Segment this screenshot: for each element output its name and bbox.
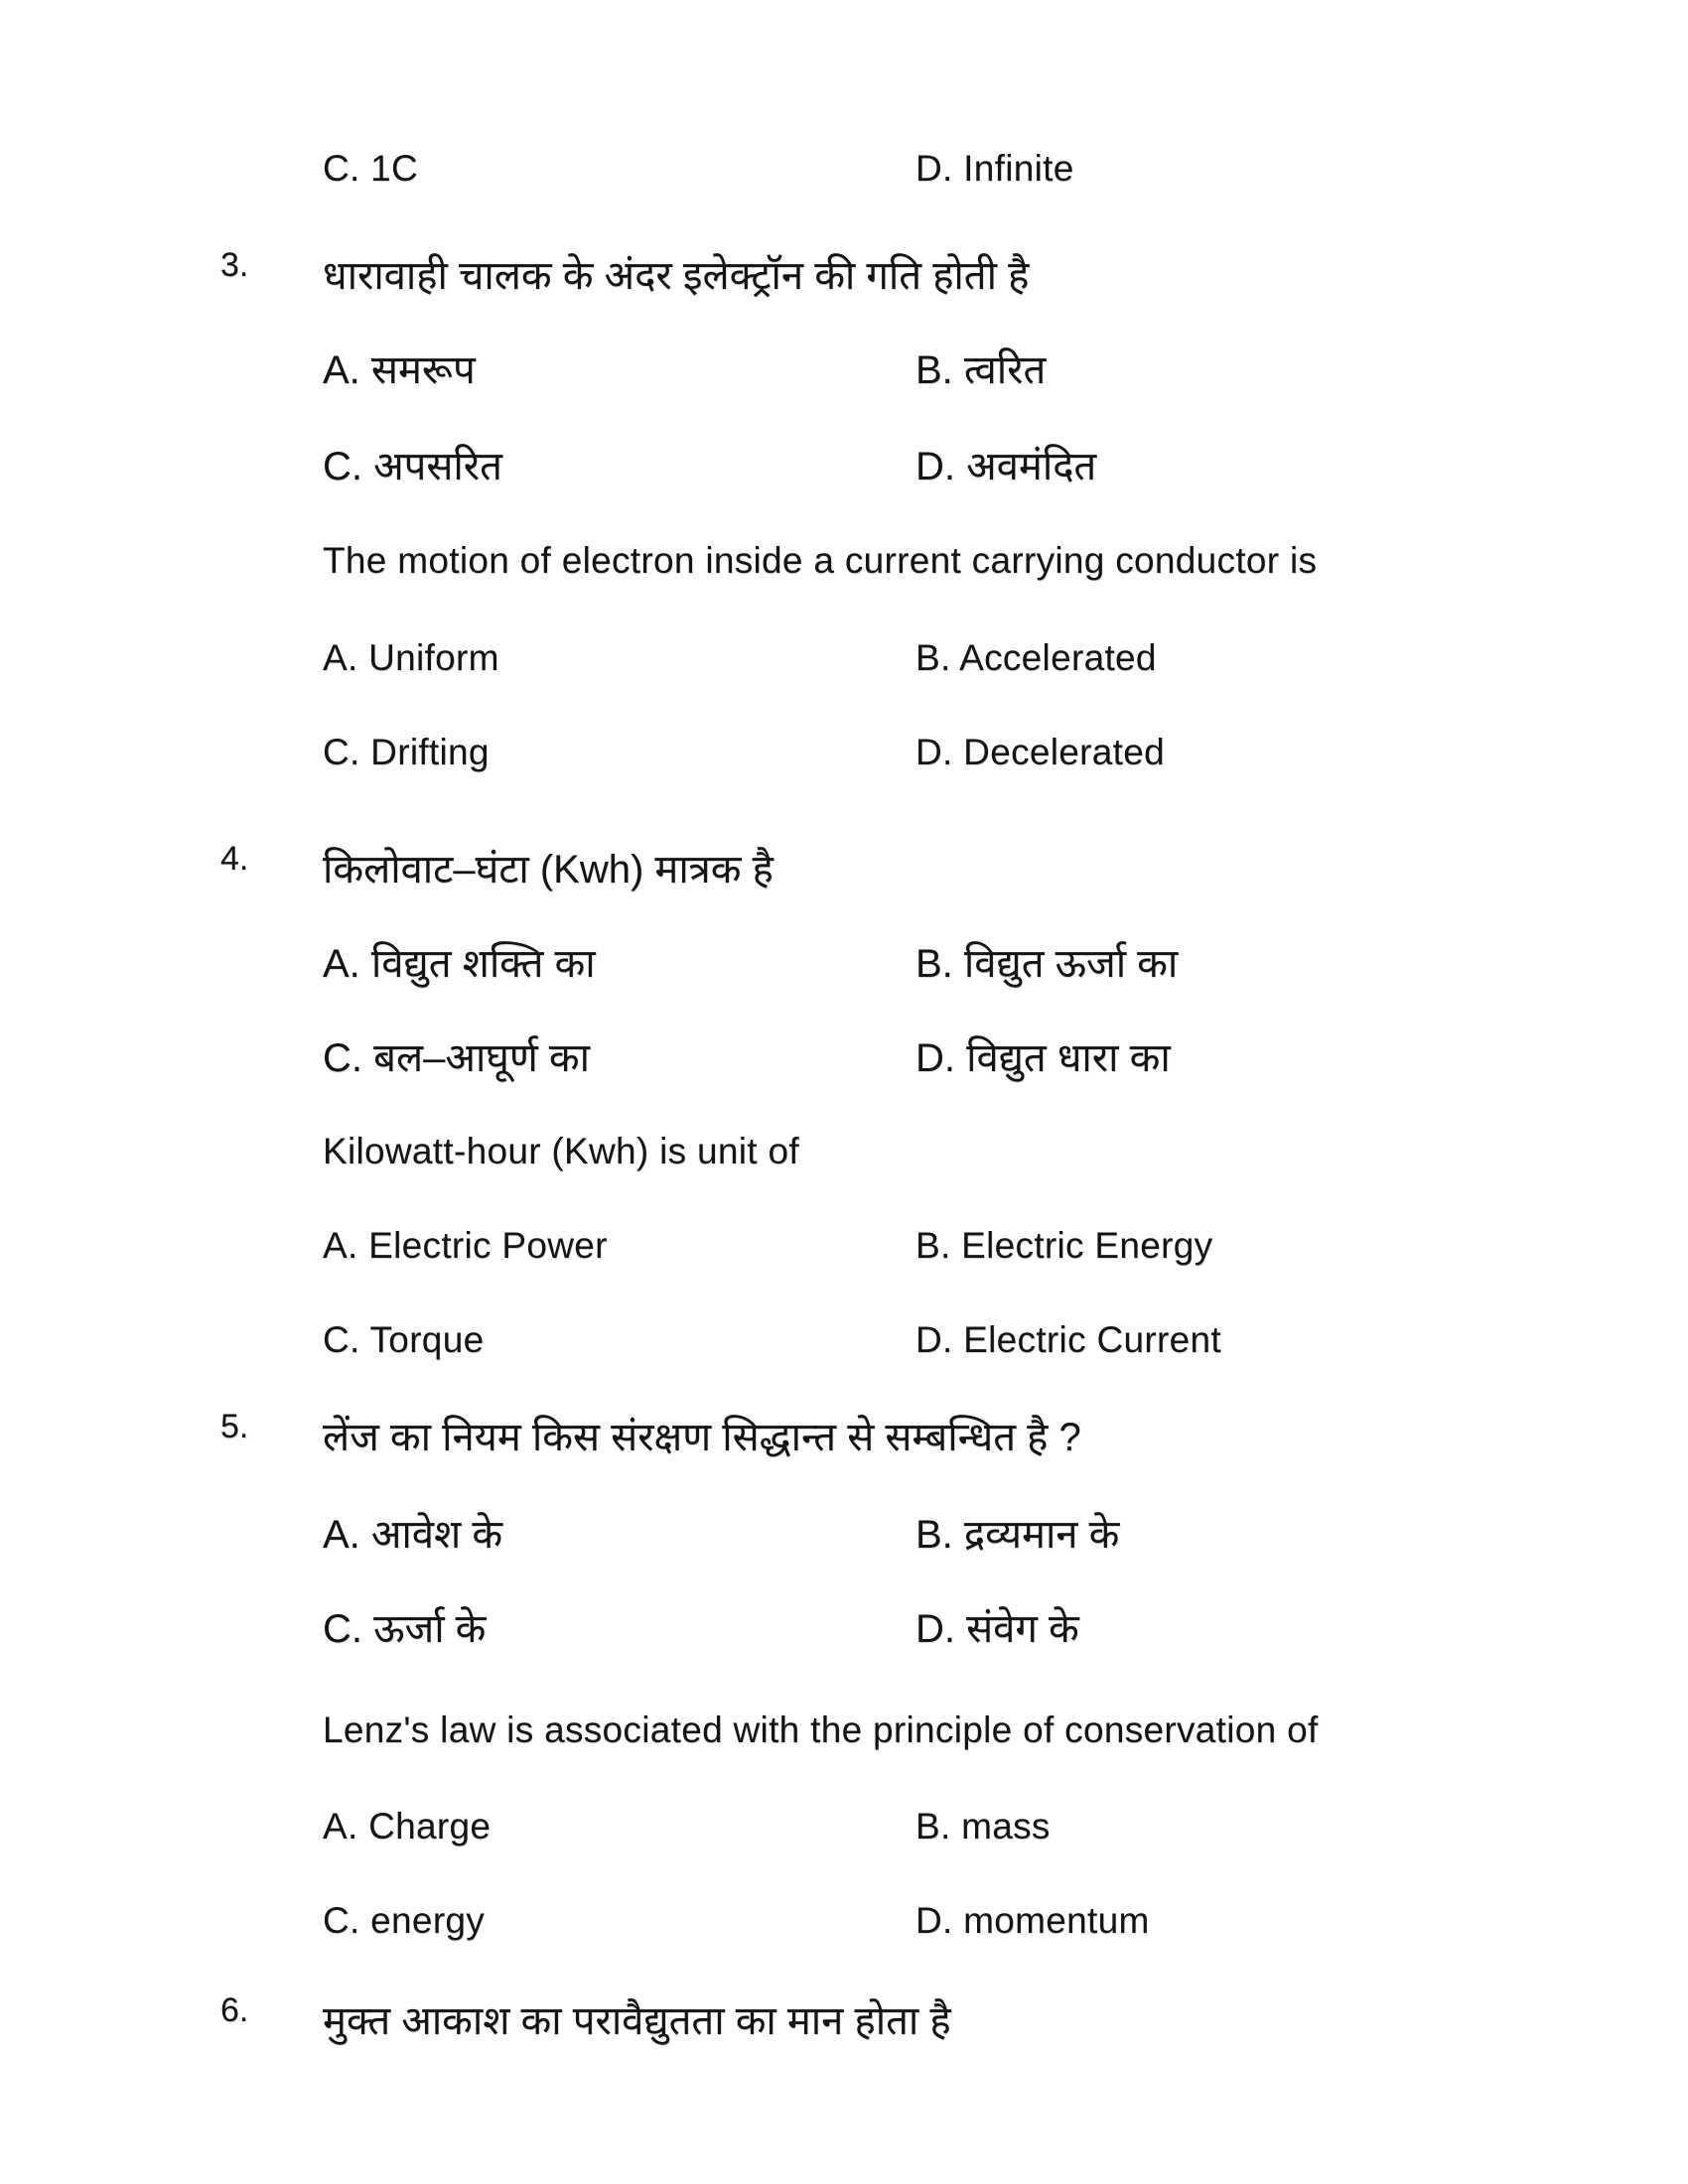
prev-question-options-row [0, 148, 1688, 217]
question-4-number: 4. [220, 840, 249, 878]
option-a-english: A. Uniform [323, 637, 499, 678]
question-3-hindi-row [0, 246, 1688, 316]
option-b-hindi: B. द्रव्यमान के [915, 1513, 1120, 1557]
option-a-hindi: A. समरूप [323, 348, 476, 392]
option-b-hindi: B. त्वरित [915, 348, 1047, 392]
question-3-hindi-options-ab [0, 341, 1688, 410]
question-3-text-english: The motion of electron inside a current carrying conductor is [323, 540, 1318, 581]
question-4-text-hindi: किलोवाट–घंटा (Kwh) मात्रक है [323, 848, 774, 891]
prev-option-d: D. Infinite [915, 148, 1074, 189]
question-4-english-options-cd [0, 1319, 1688, 1389]
question-4-hindi-options-ab [0, 934, 1688, 1004]
option-c-english: C. Drifting [323, 732, 490, 772]
question-5-number: 5. [220, 1408, 249, 1445]
question-5-hindi-row [0, 1408, 1688, 1477]
question-3-text-hindi: धारावाही चालक के अंदर इलेक्ट्रॉन की गति होती है [323, 254, 1030, 298]
prev-option-c: C. 1C [323, 148, 419, 189]
question-3-english-row [0, 540, 1688, 610]
option-c-hindi: C. बल–आघूर्ण का [323, 1036, 590, 1080]
question-3-hindi-options-cd [0, 437, 1688, 506]
question-5-english-row [0, 1709, 1688, 1779]
option-b-english: B. Electric Energy [915, 1225, 1213, 1266]
question-6-number: 6. [220, 1991, 249, 2029]
option-d-english: D. Electric Current [915, 1319, 1221, 1360]
question-5-hindi-options-cd [0, 1599, 1688, 1669]
question-6-hindi-row [0, 1991, 1688, 2061]
question-3-english-options-cd [0, 732, 1688, 801]
option-a-hindi: A. विद्युत शक्ति का [323, 942, 596, 986]
question-3-number: 3. [220, 246, 249, 284]
question-5-text-hindi: लेंज का नियम किस संरक्षण सिद्धान्त से सम्बन्धित है ? [323, 1416, 1081, 1459]
option-c-hindi: C. अपसरित [323, 445, 502, 488]
option-a-english: A. Electric Power [323, 1225, 608, 1266]
question-5-english-options-ab [0, 1806, 1688, 1875]
option-b-english: B. Accelerated [915, 637, 1157, 678]
option-a-english: A. Charge [323, 1806, 492, 1846]
option-d-hindi: D. संवेग के [915, 1607, 1079, 1651]
option-b-english: B. mass [915, 1806, 1051, 1846]
question-4-hindi-row [0, 840, 1688, 909]
option-d-english: D. Decelerated [915, 732, 1165, 772]
question-4-text-english: Kilowatt-hour (Kwh) is unit of [323, 1131, 799, 1171]
option-d-hindi: D. विद्युत धारा का [915, 1036, 1171, 1080]
question-4-hindi-options-cd [0, 1028, 1688, 1098]
question-4-english-row [0, 1131, 1688, 1200]
option-b-hindi: B. विद्युत ऊर्जा का [915, 942, 1179, 986]
option-c-english: C. Torque [323, 1319, 485, 1360]
option-a-hindi: A. आवेश के [323, 1513, 503, 1557]
question-3-english-options-ab [0, 637, 1688, 707]
option-d-hindi: D. अवमंदित [915, 445, 1097, 488]
option-c-hindi: C. ऊर्जा के [323, 1607, 487, 1651]
question-6-text-hindi: मुक्त आकाश का परावैद्युतता का मान होता है [323, 1999, 951, 2043]
question-5-english-options-cd [0, 1900, 1688, 1970]
option-c-english: C. energy [323, 1900, 486, 1941]
option-d-english: D. momentum [915, 1900, 1150, 1941]
question-5-hindi-options-ab [0, 1505, 1688, 1574]
question-5-text-english: Lenz's law is associated with the principle of conservation of [323, 1709, 1319, 1750]
question-4-english-options-ab [0, 1225, 1688, 1295]
